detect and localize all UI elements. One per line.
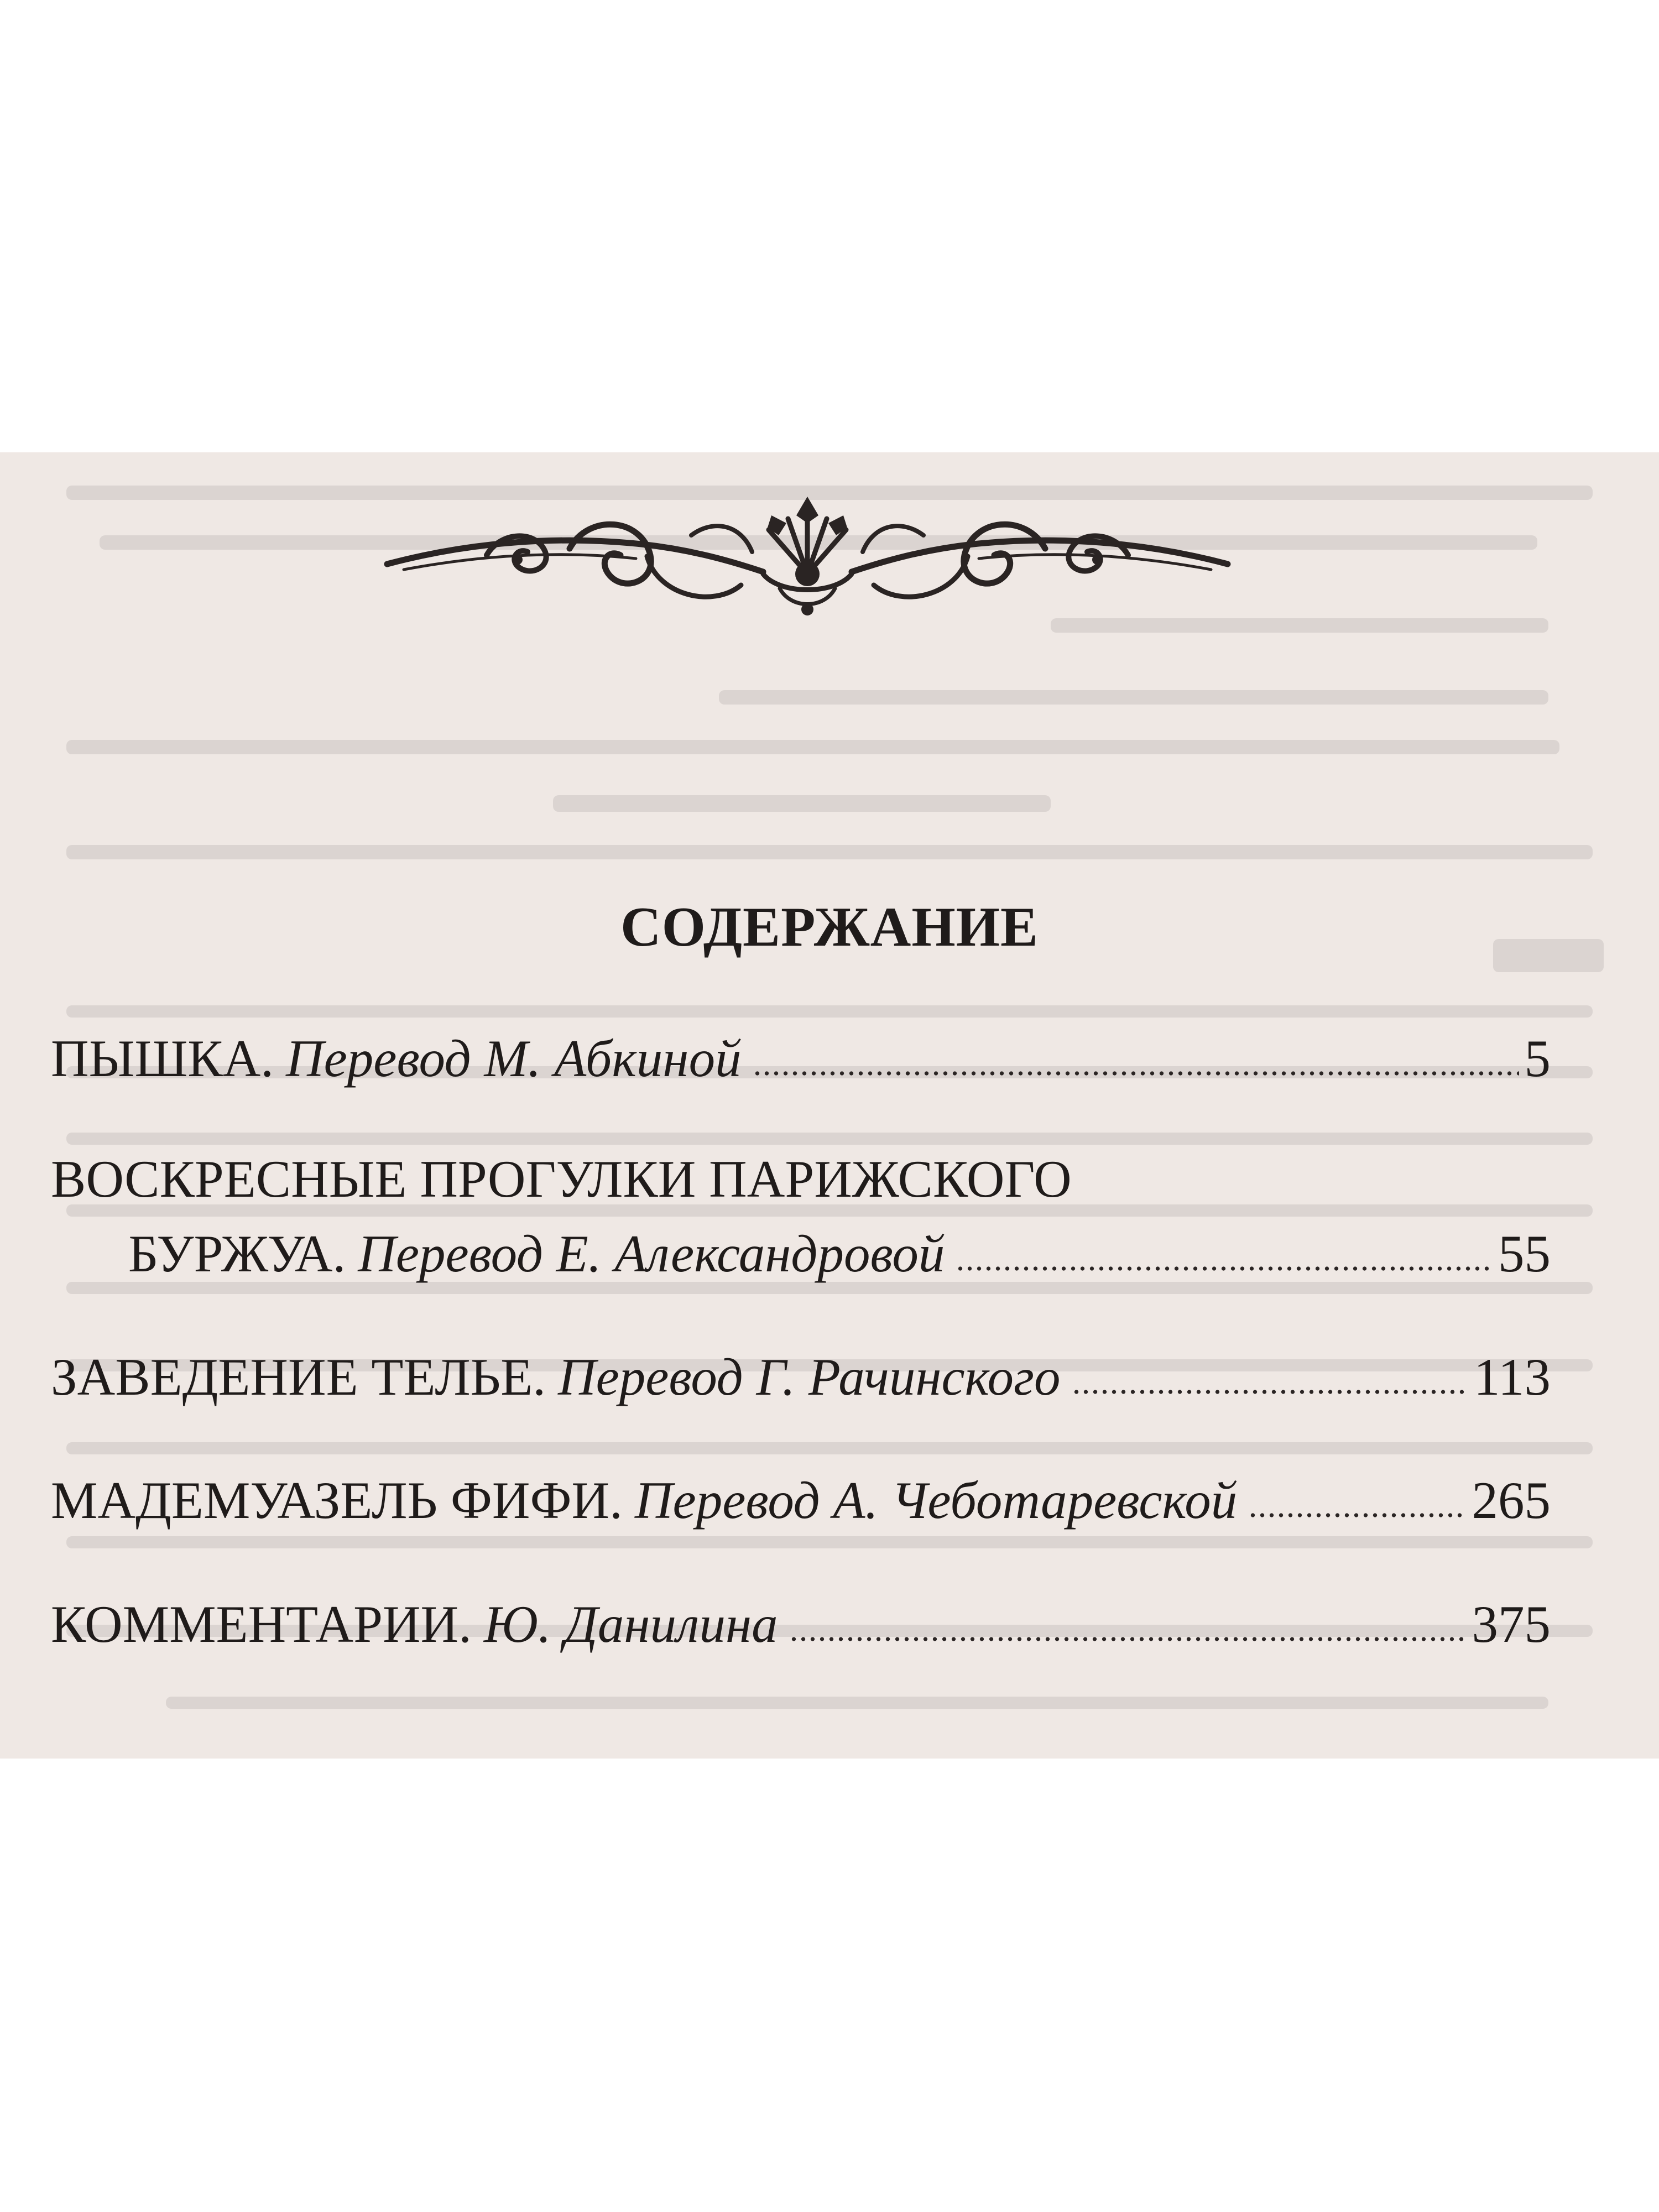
toc-entry-translator: Перевод Е. Александровой [358,1224,945,1283]
toc-entry-page: 5 [1524,1029,1551,1088]
toc-entry-title: ЗАВЕДЕНИЕ ТЕЛЬЕ. [51,1348,546,1406]
toc-entry-translator: Перевод М. Абкиной [286,1029,742,1088]
toc-entry-translator: Перевод А. Чеботаревской [634,1471,1238,1530]
toc-heading: СОДЕРЖАНИЕ [620,896,1039,958]
dot-leader [1248,1512,1466,1518]
toc-entry-translator: Ю. Данилина [483,1595,778,1653]
toc-entry [51,1471,1551,1530]
toc-entry-title: ВОСКРЕСНЫЕ ПРОГУЛКИ ПАРИЖСКОГО [51,1150,1072,1208]
page-scan [0,452,1659,1759]
toc-entry-title: БУРЖУА. [128,1224,346,1283]
toc-entry-title: МАДЕМУАЗЕЛЬ ФИФИ. [51,1471,623,1530]
dot-leader [1072,1389,1468,1395]
toc-entry-translator: Перевод Г. Рачинского [558,1348,1061,1406]
toc-entry [51,1348,1551,1406]
toc-entry-page: 113 [1474,1348,1551,1406]
toc-entry [51,1150,1072,1208]
dot-leader [753,1071,1519,1076]
toc-entry-page: 55 [1498,1224,1551,1283]
toc-entry-title: ПЫШКА. [51,1029,274,1088]
dot-leader [956,1266,1493,1271]
toc-entry-title: КОММЕНТАРИИ. [51,1595,472,1653]
toc-entry-page: 265 [1472,1471,1551,1530]
toc-entry-page: 375 [1472,1595,1551,1653]
toc-entry [51,1029,1551,1088]
show-through-texture [0,452,1659,1759]
dot-leader [789,1636,1467,1642]
floral-scroll-ornament-icon [382,491,1233,618]
toc-entry [51,1595,1551,1653]
toc-entry-continuation [128,1224,1551,1283]
